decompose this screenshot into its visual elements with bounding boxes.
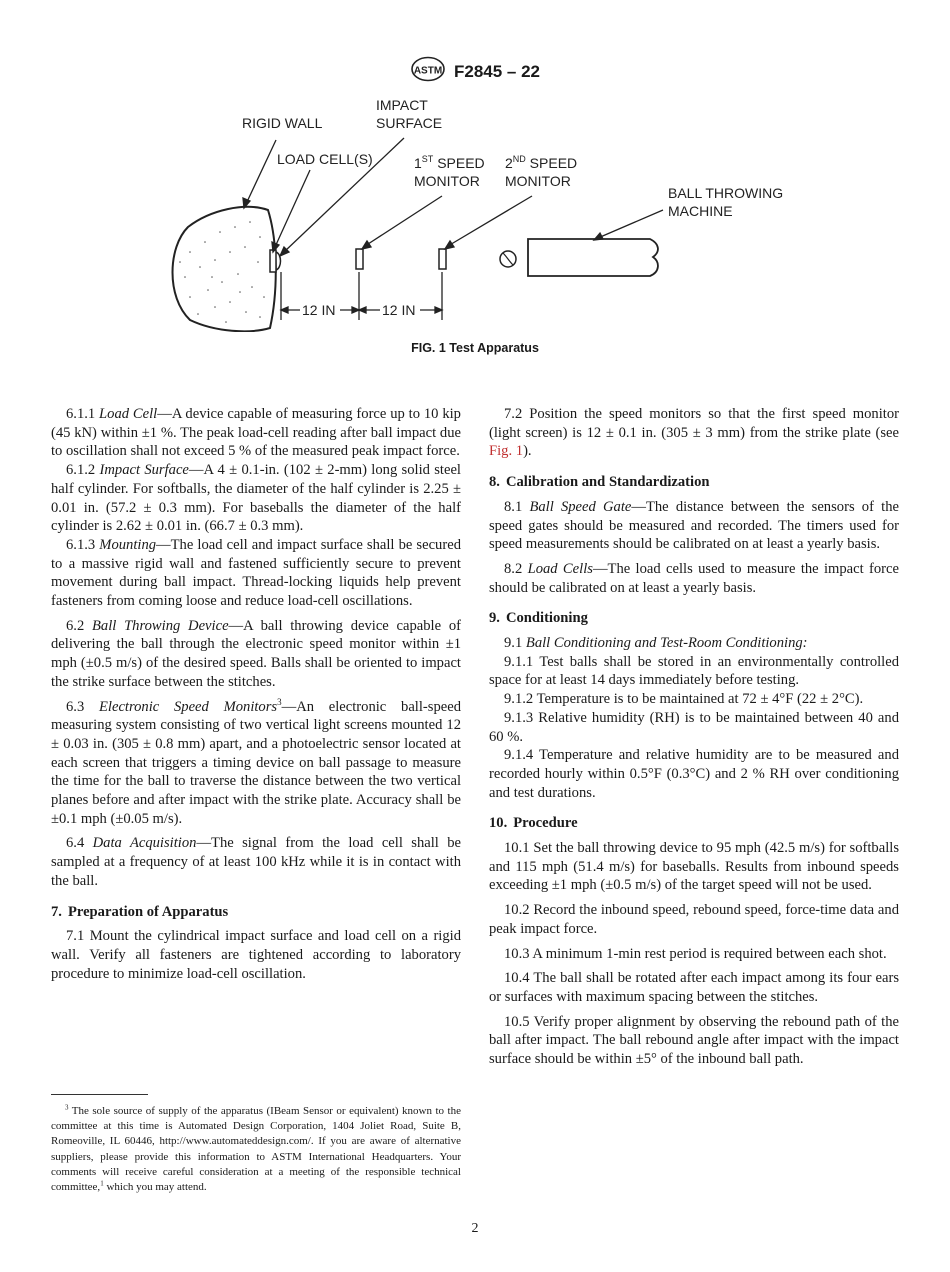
section-7-heading: 7. Preparation of Apparatus: [51, 903, 229, 920]
footnote-ref-1[interactable]: 1: [100, 1179, 104, 1188]
para-7-1: 7.1 Mount the cylindrical impact surface and load cell on a rigid wall. Verify all fasteners are tightened according to laboratory procedure to minimize load-cell oscillation.: [51, 928, 462, 982]
label-monitor-1: MONITOR: [414, 173, 480, 189]
right-column: [489, 405, 899, 1075]
wall-texture: [179, 221, 265, 323]
label-impact-line1: IMPACT: [376, 97, 428, 113]
para-8-2: 8.2 Load Cells—The load cells used to measure the impact force should be calibrated on at least a yearly basis.: [489, 560, 899, 596]
para-6-4: 6.4 Data Acquisition—The signal from the load cell shall be sampled at a frequency of at least 100 kHz while it is in contact with the ball.: [51, 835, 461, 889]
para-6-1-1: 6.1.1 Load Cell—A device capable of measuring force up to 10 kip (45 kN) within ±1 %. The peak load-cell reading after ball impact due to oscillation shall not exceed 5 % of the measured peak impact force.: [51, 406, 461, 460]
label-speed-monitor-1: 1ST SPEED: [414, 154, 485, 171]
para-6-1-3: 6.1.3 Mounting—The load cell and impact surface shall be secured to a massive rigid wall and fastened sufficiently secure to prevent movement during ball impact. Thread-locking liquids help prevent fasteners from coming loose and reduce load-cell oscillations.: [51, 536, 461, 610]
left-column: [51, 405, 461, 989]
para-9-1-1: 9.1.1 Test balls shall be stored in an environmentally controlled space for at least 14 days immediately before testing.: [489, 653, 899, 689]
label-rigid-wall: RIGID WALL: [242, 115, 323, 131]
para-10-3: 10.3 A minimum 1-min rest period is required between each shot.: [504, 945, 887, 962]
figure-caption: FIG. 1 Test Apparatus: [411, 341, 539, 355]
rigid-wall-shape: [173, 207, 276, 331]
load-cell-shape: [270, 250, 276, 272]
standard-designation: F2845 – 22: [453, 61, 540, 81]
para-6-1-2: 6.1.2 Impact Surface—A 4 ± 0.1-in. (102 ± 2-mm) long solid steel half cylinder. For softballs, the diameter of the half cylinder is 2.25 ± 0.01 in. (57.2 ± 0.3 mm). For baseballs the diameter of the half cylinder is 2.62 ± 0.01 in. (66.7 ± 0.3 mm).: [51, 462, 461, 535]
para-6-3: 6.3 Electronic Speed Monitors$^3$—An electronic ball-speed measuring system consisting of two vertical light screens mounted 12 ± 0.03 in. (305 ± 0.8 mm) apart, and a photoelectric sensor located at each screen that triggers a timing device on ball passage to measure the time for the ball to traverse the distance between the two vertical planes before and after impact with the strike plate. Accuracy shall be ±0.1 mph (±0.05 m/s).: [51, 696, 461, 827]
section-10-heading: 10. Procedure: [489, 815, 578, 832]
dimension-label-2: 12 IN: [382, 302, 416, 318]
para-10-5: 10.5 Verify proper alignment by observing the rebound path of the ball after impact. The ball rebound angle after impact with the impact surface should be within ±5° of the inbound ball path.: [489, 1013, 899, 1068]
speed-monitor-2-shape: [439, 249, 446, 269]
label-ball-throwing: BALL THROWING: [668, 185, 784, 201]
para-9-1-3: 9.1.3 Relative humidity (RH) is to be maintained between 40 and 60 %.: [489, 709, 899, 745]
page-number: 2: [471, 1221, 479, 1236]
footnote-3: $^3$ The sole source of supply of the apparatus (IBeam Sensor or equivalent) known to the committee at this time is Automated Design Corporation, 1404 Joliet Road, Suite B, Romeoville, IL 60446, http://www.automateddesign.com/. If you are aware of alternative suppliers, please provide this information to ASTM International Headquarters. Your comments will receive careful consideration at a meeting of the responsible technical committee,$^1$ which you may attend.: [51, 1103, 461, 1194]
footnote-ref-3[interactable]: 3: [277, 696, 282, 707]
para-9-1: 9.1 Ball Conditioning and Test-Room Conditioning:: [504, 635, 808, 652]
ball-shape: [500, 251, 516, 267]
para-8-1: 8.1 Ball Speed Gate—The distance between the sensors of the speed gates should be measured and recorded. The timers used for speed measurements should be calibrated on at least a yearly basis.: [489, 498, 899, 553]
para-10-2: 10.2 Record the inbound speed, rebound speed, force-time data and peak impact force.: [489, 902, 900, 937]
section-9-heading: 9. Conditioning: [489, 610, 588, 627]
label-load-cells: LOAD CELL(S): [277, 151, 373, 167]
para-6-2: 6.2 Ball Throwing Device—A ball throwing device capable of delivering the ball through the electronic speed monitor within ±1 mph (±0.5 m/s) of the desired speed. Balls shall be oriented to impact the strike surface between the stitches.: [51, 617, 461, 690]
ball-throwing-machine-shape: [528, 239, 658, 276]
section-8-heading: 8. Calibration and Standardization: [489, 474, 710, 491]
label-machine: MACHINE: [668, 203, 733, 219]
page-header: [0, 56, 950, 87]
logo-text: ASTM: [413, 65, 443, 77]
label-impact-line2: SURFACE: [376, 115, 443, 131]
para-10-4: 10.4 The ball shall be rotated after each impact among its four ears or surfaces with maximum spacing between the stitches.: [489, 970, 900, 1005]
para-9-1-4: 9.1.4 Temperature and relative humidity are to be measured and recorded hourly within 0.5°F (0.3°C) and 2 % RH over conditioning and test durations.: [489, 747, 899, 801]
footnote-rule: [51, 1094, 148, 1095]
astm-logo-icon: [410, 56, 446, 87]
label-monitor-2: MONITOR: [505, 173, 571, 189]
label-speed-monitor-2: 2ND SPEED: [505, 154, 578, 171]
test-apparatus-diagram: [160, 92, 800, 332]
speed-monitor-1-shape: [356, 249, 363, 269]
para-7-2: 7.2 Position the speed monitors so that the first speed monitor (light screen) is 12 ± 0.1 in. (305 ± 3 mm) from the strike plate (see Fig. 1).: [489, 406, 899, 460]
dimension-label-1: 12 IN: [302, 302, 336, 318]
para-10-1: 10.1 Set the ball throwing device to 95 mph (42.5 m/s) for softballs and 115 mph (51.4 m/s) for baseballs. Results from inbound speeds exceeding ±1 mph (±0.5 m/s) of the target speed will not be used.: [489, 840, 899, 894]
para-9-1-2: 9.1.2 Temperature is to be maintained at 72 ± 4°F (22 ± 2°C).: [504, 691, 864, 708]
fig-1-link[interactable]: Fig. 1: [489, 443, 524, 460]
